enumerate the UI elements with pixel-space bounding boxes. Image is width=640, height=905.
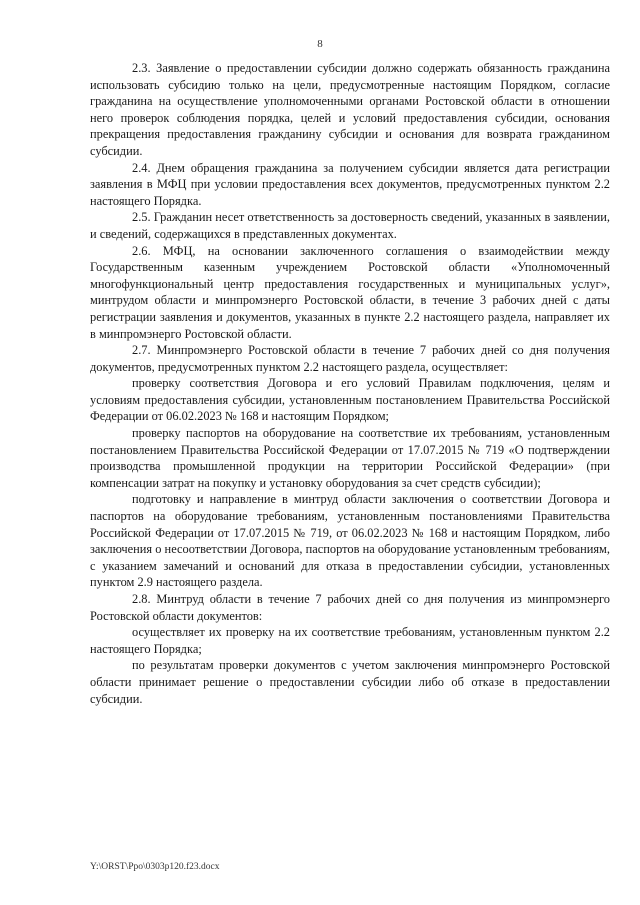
paragraph-2-8-item-decision: по результатам проверки документов с учетом заключения минпромэнерго Ростовской области принимает решение о предоставлении субсидии либо об отказе в предоставлении субсидии. [90, 658, 610, 706]
paragraph-2-7-item-passport-check: проверку паспортов на оборудование на соответствие их требованиям, установленным постановлением Правительства Российской Федерации от 17.07.2015 № 719 «О подтверждении производства промышленной продукции на территории Российской Федерации» (при компенсации затрат на покупку и установку оборудования за счет средств субсидии); [90, 426, 610, 490]
paragraph-2-7: 2.7. Минпромэнерго Ростовской области в течение 7 рабочих дней со дня получения документов, предусмотренных пунктом 2.2 настоящего раздела, осуществляет: [90, 343, 610, 374]
paragraph-2-8-item-verification: осуществляет их проверку на их соответствие требованиям, установленным пунктом 2.2 настоящего Порядка; [90, 625, 610, 656]
paragraph-2-6: 2.6. МФЦ, на основании заключенного соглашения о взаимодействии между Государственным казенным учреждением Ростовской области «Уполномоченный многофункциональный центр предоставления государственных и муниципальных услуг», минтрудом области и минпромэнерго Ростовской области, в течение 3 рабочих дней с даты регистрации заявления и документов, указанных в пункте 2.2 настоящего раздела, направляет их в минпромэнерго Ростовской области. [90, 243, 610, 341]
footer-file-path: Y:\ORST\Ppo\0303p120.f23.docx [90, 862, 220, 872]
paragraph-2-4: 2.4. Днем обращения гражданина за получением субсидии является дата регистрации заявления в МФЦ при условии предоставления всех документов, предусмотренных пунктом 2.2 настоящего Порядка. [90, 160, 610, 208]
page-number: 8 [317, 38, 323, 50]
paragraph-2-7-item-contract-check: проверку соответствия Договора и его условий Правилам подключения, целям и условиям предоставления субсидии, установленным постановлением Правительства Российской Федерации от 06.02.2023 № 168 и настоящим Порядком; [90, 376, 610, 424]
paragraph-2-8: 2.8. Минтруд области в течение 7 рабочих дней со дня получения из минпромэнерго Ростовской области документов: [90, 592, 610, 623]
paragraph-2-7-item-conclusion: подготовку и направление в минтруд области заключения о соответствии Договора и паспортов на оборудование требованиям, установленным постановлениями Правительства Российской Федерации от 17.07.2015 № 719, от 06.02.2023 № 168 и настоящим Порядком, либо заключения о несоответствии Договора, паспортов на оборудование установленным требованиям, с указанием замечаний и оснований для отказа в предоставлении субсидии, установленных пунктом 2.9 настоящего раздела. [90, 492, 610, 590]
paragraph-2-5: 2.5. Гражданин несет ответственность за достоверность сведений, указанных в заявлении, и сведений, содержащихся в представленных документах. [90, 210, 610, 241]
document-body [90, 60, 610, 707]
paragraph-2-3: 2.3. Заявление о предоставлении субсидии должно содержать обязанность гражданина использовать субсидию только на цели, предусмотренные настоящим Порядком, согласие гражданина на осуществление уполномоченными органами Ростовской области в отношении него проверок соблюдения порядка, целей и условий предоставления субсидии, основания прекращения предоставления гражданину субсидии и основания для возврата гражданином субсидии. [90, 61, 610, 158]
